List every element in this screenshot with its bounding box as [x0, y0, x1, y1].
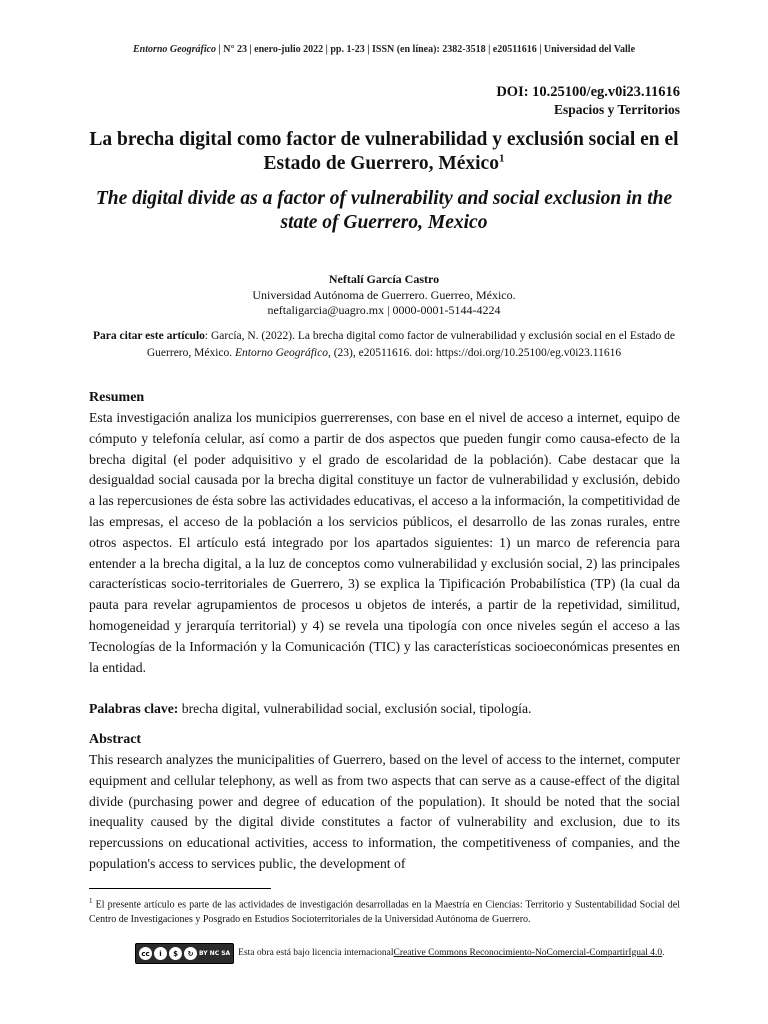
- resumen-text: Esta investigación analiza los municipios guerrerenses, con base en el nivel de acceso a internet, equipo de cómputo y telefonía celular, así como a partir de dos aspectos que pueden fungir como causa-efecto de la brecha digital (el poder adquisitivo y el grado de escolaridad de la población). Cabe destacar que la desigualdad social causada por la brecha digital constituye un factor de vulnerabilidad y exclusión, debido a las repercusiones de ésta sobre las actividades educativas, el acceso a la información, la competitividad de las empresas, el acceso de la población a los servicios públicos, el desarrollo de las zonas rurales, entre otros aspectos. El artículo está integrado por los apartados siguientes: 1) un marco de referencia para entender a la brecha digital, a la luz de conceptos como vulnerabilidad y exclusión social, 2) las principales características socio-territoriales de Guerrero, 3) se explica la Tipificación Probabilística (TP) (la cual da pauta para revelar agrupamientos de procesos u objetos de interés, a partir de la repetividad, similitud, homogeneidad y jerarquía territorial) y 4) se revela una tipología con once niveles según el acceso a las Tecnologías de la Información y la Comunicación (TIC) y las características socioeconómicas presentes en la entidad.: [89, 410, 680, 675]
- license: [135, 941, 664, 964]
- nc-icon: $: [169, 947, 182, 960]
- citation-journal: Entorno Geográfico,: [235, 346, 331, 359]
- doi-link[interactable]: DOI: 10.25100/eg.v0i23.11616: [496, 84, 680, 100]
- author-affiliation: Universidad Autónoma de Guerrero. Guerreo, México.: [252, 287, 516, 302]
- keywords-label: Palabras clave:: [89, 701, 179, 716]
- cc-badge-label: BY NC SA: [199, 950, 231, 957]
- license-end: .: [662, 947, 665, 958]
- journal-name: Entorno Geográfico: [132, 44, 217, 55]
- title-spanish: [80, 128, 688, 176]
- citation-label: Para citar este artículo: [93, 330, 205, 342]
- license-link[interactable]: Creative Commons Reconocimiento-NoComercial-CompartirIgual 4.0: [393, 947, 663, 958]
- issue-info: | N° 23 | enero-julio 2022 | pp. 1-23 | ISSN (en línea): 2382-3518 | e20511616 | Universidad del Valle: [216, 44, 636, 55]
- footnote-marker[interactable]: 1: [498, 152, 505, 165]
- footnote-text: El presente artículo es parte de las actividades de investigación desarrolladas en la Maestría en Ciencias: Territorio y Sustentabilidad Social del Centro de Investigaciones y Posgrado en Estudios Socioterritoriales de la Universidad Autónoma de Guerrero.: [89, 899, 680, 926]
- title-english: The digital divide as a factor of vulnerability and social exclusion in the state of Guerrero, Mexico: [95, 188, 673, 233]
- citation-doi[interactable]: (23), e20511616. doi: https://doi.org/10.25100/eg.v0i23.11616: [330, 346, 622, 359]
- resumen-heading: Resumen: [89, 390, 145, 405]
- doi-block: [496, 83, 680, 118]
- footnote: [89, 894, 680, 927]
- author-contact[interactable]: neftaligarcia@uagro.mx | 0000-0001-5144-4224: [267, 303, 501, 317]
- cc-icon: cc: [139, 947, 152, 960]
- sa-icon: ↻: [184, 947, 197, 960]
- keywords: [89, 701, 531, 717]
- abstract-text: This research analyzes the municipalities of Guerrero, based on the level of access to the internet, computer equipment and cellular telephony, as well as from two aspects that can serve as a cause-effect of the digital divide (purchasing power and degree of education of the population). It should be noted that the social inequality caused by the digital divide constitutes a factor of vulnerability and exclusion, due to its repercussions on educational activities, access to information, the competitiveness of companies, and the population's access to services public, the development of: [89, 752, 680, 871]
- running-head: [0, 44, 768, 55]
- citation-text: : García, N. (2022). La brecha digital como factor de vulnerabilidad y exclusión social en el Estado de Guerrero, México.: [146, 330, 675, 359]
- license-text: Esta obra está bajo licencia internacional: [238, 947, 394, 958]
- footnote-number: 1: [89, 897, 93, 905]
- author-name: Neftalí García Castro: [328, 272, 440, 286]
- keywords-text: brecha digital, vulnerabilidad social, exclusión social, tipología.: [178, 701, 532, 716]
- by-icon: i: [154, 947, 167, 960]
- cc-license-badge-icon[interactable]: [135, 943, 234, 964]
- author-block: [0, 272, 768, 319]
- footnote-divider: [89, 888, 271, 889]
- citation: [90, 328, 678, 361]
- abstract-heading: Abstract: [89, 732, 142, 747]
- section-tag: Espacios y Territorios: [553, 102, 680, 117]
- title-spanish-text: La brecha digital como factor de vulnerabilidad y exclusión social en el Estado de Guerrero, México: [89, 129, 679, 174]
